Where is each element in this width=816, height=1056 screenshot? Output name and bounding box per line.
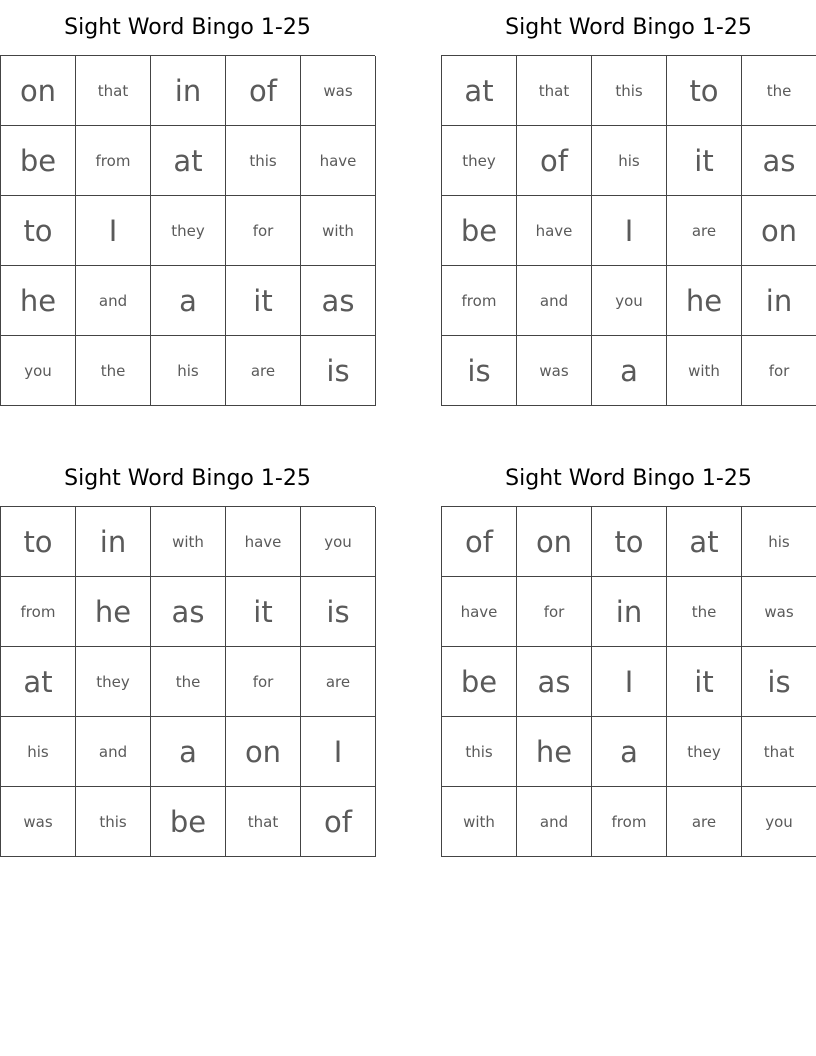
bingo-cell: on (1, 56, 76, 126)
bingo-cell: with (667, 336, 742, 406)
bingo-cell: his (592, 126, 667, 196)
bingo-cell: is (742, 647, 816, 717)
bingo-cell: of (226, 56, 301, 126)
bingo-cell: it (226, 577, 301, 647)
bingo-cell: from (442, 266, 517, 336)
bingo-cell: be (442, 196, 517, 266)
bingo-cell: for (226, 196, 301, 266)
bingo-cell: is (301, 336, 376, 406)
bingo-cell: to (1, 507, 76, 577)
bingo-cell: for (742, 336, 816, 406)
bingo-cell: and (517, 787, 592, 857)
bingo-cell: it (667, 126, 742, 196)
bingo-cell: and (76, 266, 151, 336)
card-title: Sight Word Bingo 1-25 (64, 15, 311, 40)
bingo-cell: are (226, 336, 301, 406)
bingo-cell: be (151, 787, 226, 857)
bingo-cell: I (76, 196, 151, 266)
bingo-cell: have (517, 196, 592, 266)
bingo-cell: he (667, 266, 742, 336)
bingo-cell: of (301, 787, 376, 857)
bingo-cell: you (1, 336, 76, 406)
bingo-cell: for (226, 647, 301, 717)
bingo-cell: is (301, 577, 376, 647)
card-title: Sight Word Bingo 1-25 (505, 466, 752, 491)
bingo-cell: that (742, 717, 816, 787)
bingo-cell: at (442, 56, 517, 126)
bingo-cell: a (592, 336, 667, 406)
bingo-cell: you (592, 266, 667, 336)
bingo-cell: of (442, 507, 517, 577)
bingo-cell: they (667, 717, 742, 787)
bingo-cell: he (76, 577, 151, 647)
bingo-cell: the (667, 577, 742, 647)
bingo-cell: you (301, 507, 376, 577)
bingo-cell: that (226, 787, 301, 857)
bingo-cell: as (742, 126, 816, 196)
bingo-cell: on (742, 196, 816, 266)
bingo-cell: and (76, 717, 151, 787)
bingo-card-2 (441, 0, 816, 406)
bingo-cell: in (742, 266, 816, 336)
bingo-cell: with (151, 507, 226, 577)
bingo-cell: a (151, 266, 226, 336)
bingo-cell: that (76, 56, 151, 126)
bingo-cell: are (667, 196, 742, 266)
bingo-cell: at (667, 507, 742, 577)
bingo-cell: this (592, 56, 667, 126)
bingo-cell: to (592, 507, 667, 577)
bingo-cell: have (301, 126, 376, 196)
bingo-card-3 (0, 451, 375, 857)
bingo-cell: that (517, 56, 592, 126)
bingo-cell: was (301, 56, 376, 126)
bingo-cell: this (226, 126, 301, 196)
bingo-cell: from (592, 787, 667, 857)
bingo-cell: in (76, 507, 151, 577)
bingo-cell: have (442, 577, 517, 647)
bingo-cell: of (517, 126, 592, 196)
bingo-cell: his (1, 717, 76, 787)
bingo-cell: on (517, 507, 592, 577)
bingo-cell: I (301, 717, 376, 787)
bingo-cell: at (1, 647, 76, 717)
bingo-cell: you (742, 787, 816, 857)
bingo-cell: have (226, 507, 301, 577)
bingo-cell: his (151, 336, 226, 406)
bingo-cell: as (517, 647, 592, 717)
bingo-cell: the (151, 647, 226, 717)
bingo-cell: I (592, 647, 667, 717)
bingo-cell: the (742, 56, 816, 126)
card-title: Sight Word Bingo 1-25 (64, 466, 311, 491)
bingo-cell: it (667, 647, 742, 717)
bingo-cell: it (226, 266, 301, 336)
bingo-cell: was (742, 577, 816, 647)
bingo-cell: at (151, 126, 226, 196)
bingo-grid (441, 506, 816, 857)
bingo-card-4 (441, 451, 816, 857)
bingo-cell: he (1, 266, 76, 336)
bingo-cell: from (1, 577, 76, 647)
bingo-cell: was (517, 336, 592, 406)
bingo-grid (0, 506, 375, 857)
bingo-cell: on (226, 717, 301, 787)
bingo-cell: this (76, 787, 151, 857)
card-title: Sight Word Bingo 1-25 (505, 15, 752, 40)
bingo-grid (441, 55, 816, 406)
bingo-cell: in (151, 56, 226, 126)
bingo-cell: his (742, 507, 816, 577)
bingo-cell: to (667, 56, 742, 126)
bingo-cell: a (592, 717, 667, 787)
bingo-cell: as (301, 266, 376, 336)
bingo-cell: be (442, 647, 517, 717)
bingo-cell: the (76, 336, 151, 406)
bingo-card-1 (0, 0, 375, 406)
bingo-cell: they (442, 126, 517, 196)
bingo-cell: is (442, 336, 517, 406)
bingo-cell: to (1, 196, 76, 266)
bingo-grid (0, 55, 375, 406)
bingo-cell: a (151, 717, 226, 787)
bingo-cell: they (76, 647, 151, 717)
bingo-cell: he (517, 717, 592, 787)
bingo-cell: from (76, 126, 151, 196)
bingo-cell: with (301, 196, 376, 266)
bingo-cell: they (151, 196, 226, 266)
bingo-cell: and (517, 266, 592, 336)
bingo-cell: in (592, 577, 667, 647)
bingo-cell: are (667, 787, 742, 857)
bingo-cell: be (1, 126, 76, 196)
bingo-cell: as (151, 577, 226, 647)
bingo-cell: for (517, 577, 592, 647)
bingo-cell: I (592, 196, 667, 266)
bingo-cell: this (442, 717, 517, 787)
bingo-cell: with (442, 787, 517, 857)
bingo-cell: are (301, 647, 376, 717)
bingo-cell: was (1, 787, 76, 857)
